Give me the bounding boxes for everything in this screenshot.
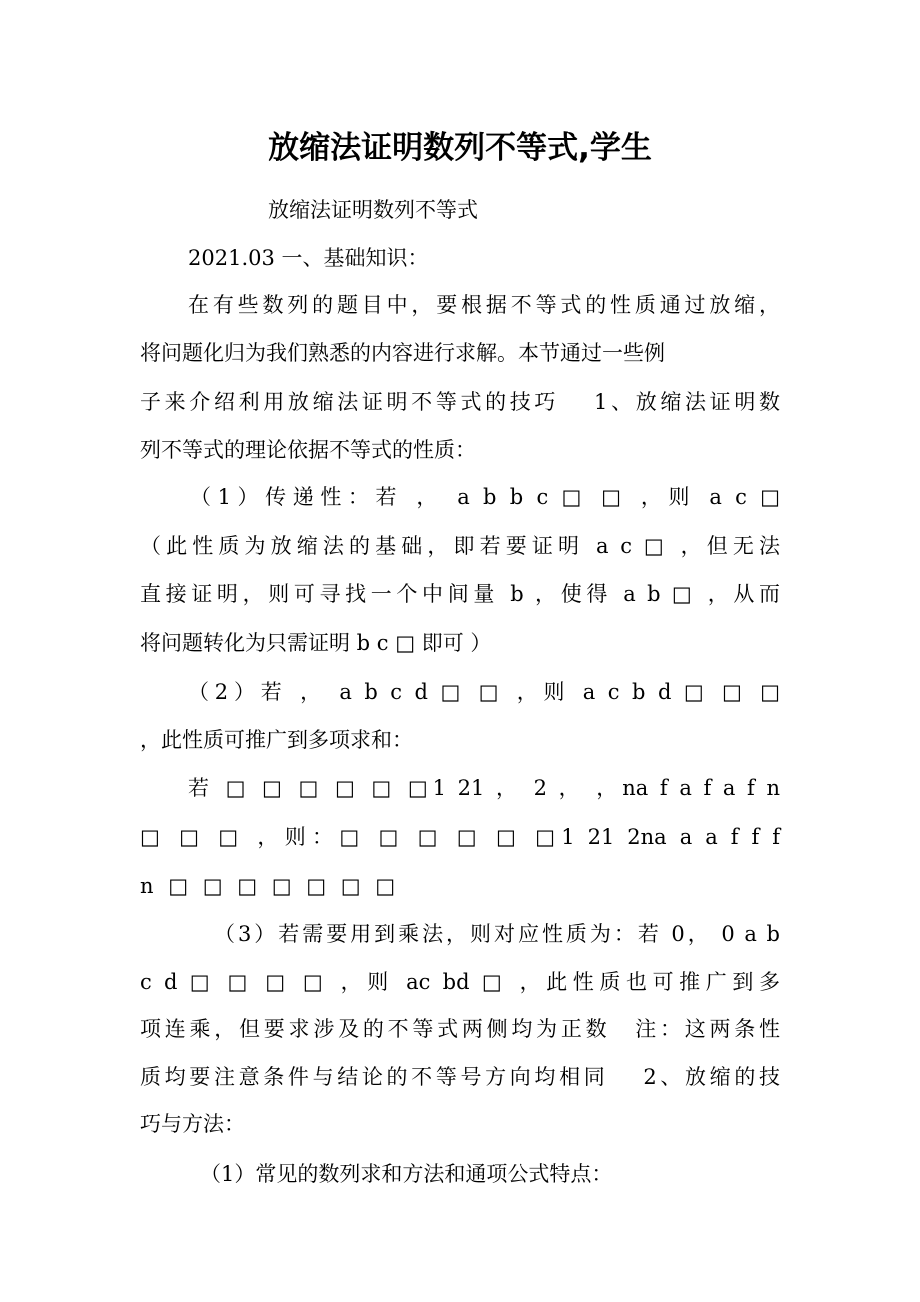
paragraph-line: （3）若需要用到乘法，则对应性质为：若 0， 0 a b <box>214 922 780 946</box>
paragraph-line: 直接证明，则可寻找一个中间量 b ，使得 a b □ ，从而 <box>140 582 780 606</box>
paragraph-line: c d □ □ □ □ ，则 ac bd □ ，此性质也可推广到多 <box>140 970 780 994</box>
paragraph-line: 若 □ □ □ □ □ □1 21 ， 2 ， ，na f a f a f n <box>188 776 780 800</box>
paragraph-line: 将问题转化为只需证明 b c □ 即可 ） <box>140 631 492 655</box>
paragraph-line: 列不等式的理论依据不等式的性质： <box>140 438 476 462</box>
paragraph-line: 将问题化归为我们熟悉的内容进行求解。本节通过一些例 <box>140 341 665 365</box>
date-heading: 2021.03 一、基础知识： <box>188 246 429 270</box>
paragraph-line: □ □ □ ，则：□ □ □ □ □ □1 21 2na a a f f f <box>140 825 780 849</box>
paragraph-line: （1）常见的数列求和方法和通项公式特点： <box>200 1162 613 1186</box>
paragraph-line: （此性质为放缩法的基础，即若要证明 a c □ ，但无法 <box>140 534 780 558</box>
subtitle: 放缩法证明数列不等式 <box>268 198 478 222</box>
paragraph-line: 在有些数列的题目中，要根据不等式的性质通过放缩， <box>188 293 780 317</box>
document-title: 放缩法证明数列不等式,学生 <box>268 130 652 166</box>
paragraph-line: 巧与方法： <box>140 1112 245 1136</box>
paragraph-line: 子来介绍利用放缩法证明不等式的技巧 1、放缩法证明数 <box>140 390 780 414</box>
paragraph-line: 质均要注意条件与结论的不等号方向均相同 2、放缩的技 <box>140 1065 780 1089</box>
paragraph-line: n □ □ □ □ □ □ □ <box>140 874 400 898</box>
paragraph-line: （1）传递性：若 ， a b b c □ □ ，则 a c □ <box>190 485 780 509</box>
paragraph-line: 项连乘，但要求涉及的不等式两侧均为正数 注：这两条性 <box>140 1017 780 1041</box>
paragraph-line: （2）若 ， a b c d □ □ ，则 a c b d □ □ □ <box>188 680 780 704</box>
paragraph-line: ，此性质可推广到多项求和： <box>140 728 413 752</box>
